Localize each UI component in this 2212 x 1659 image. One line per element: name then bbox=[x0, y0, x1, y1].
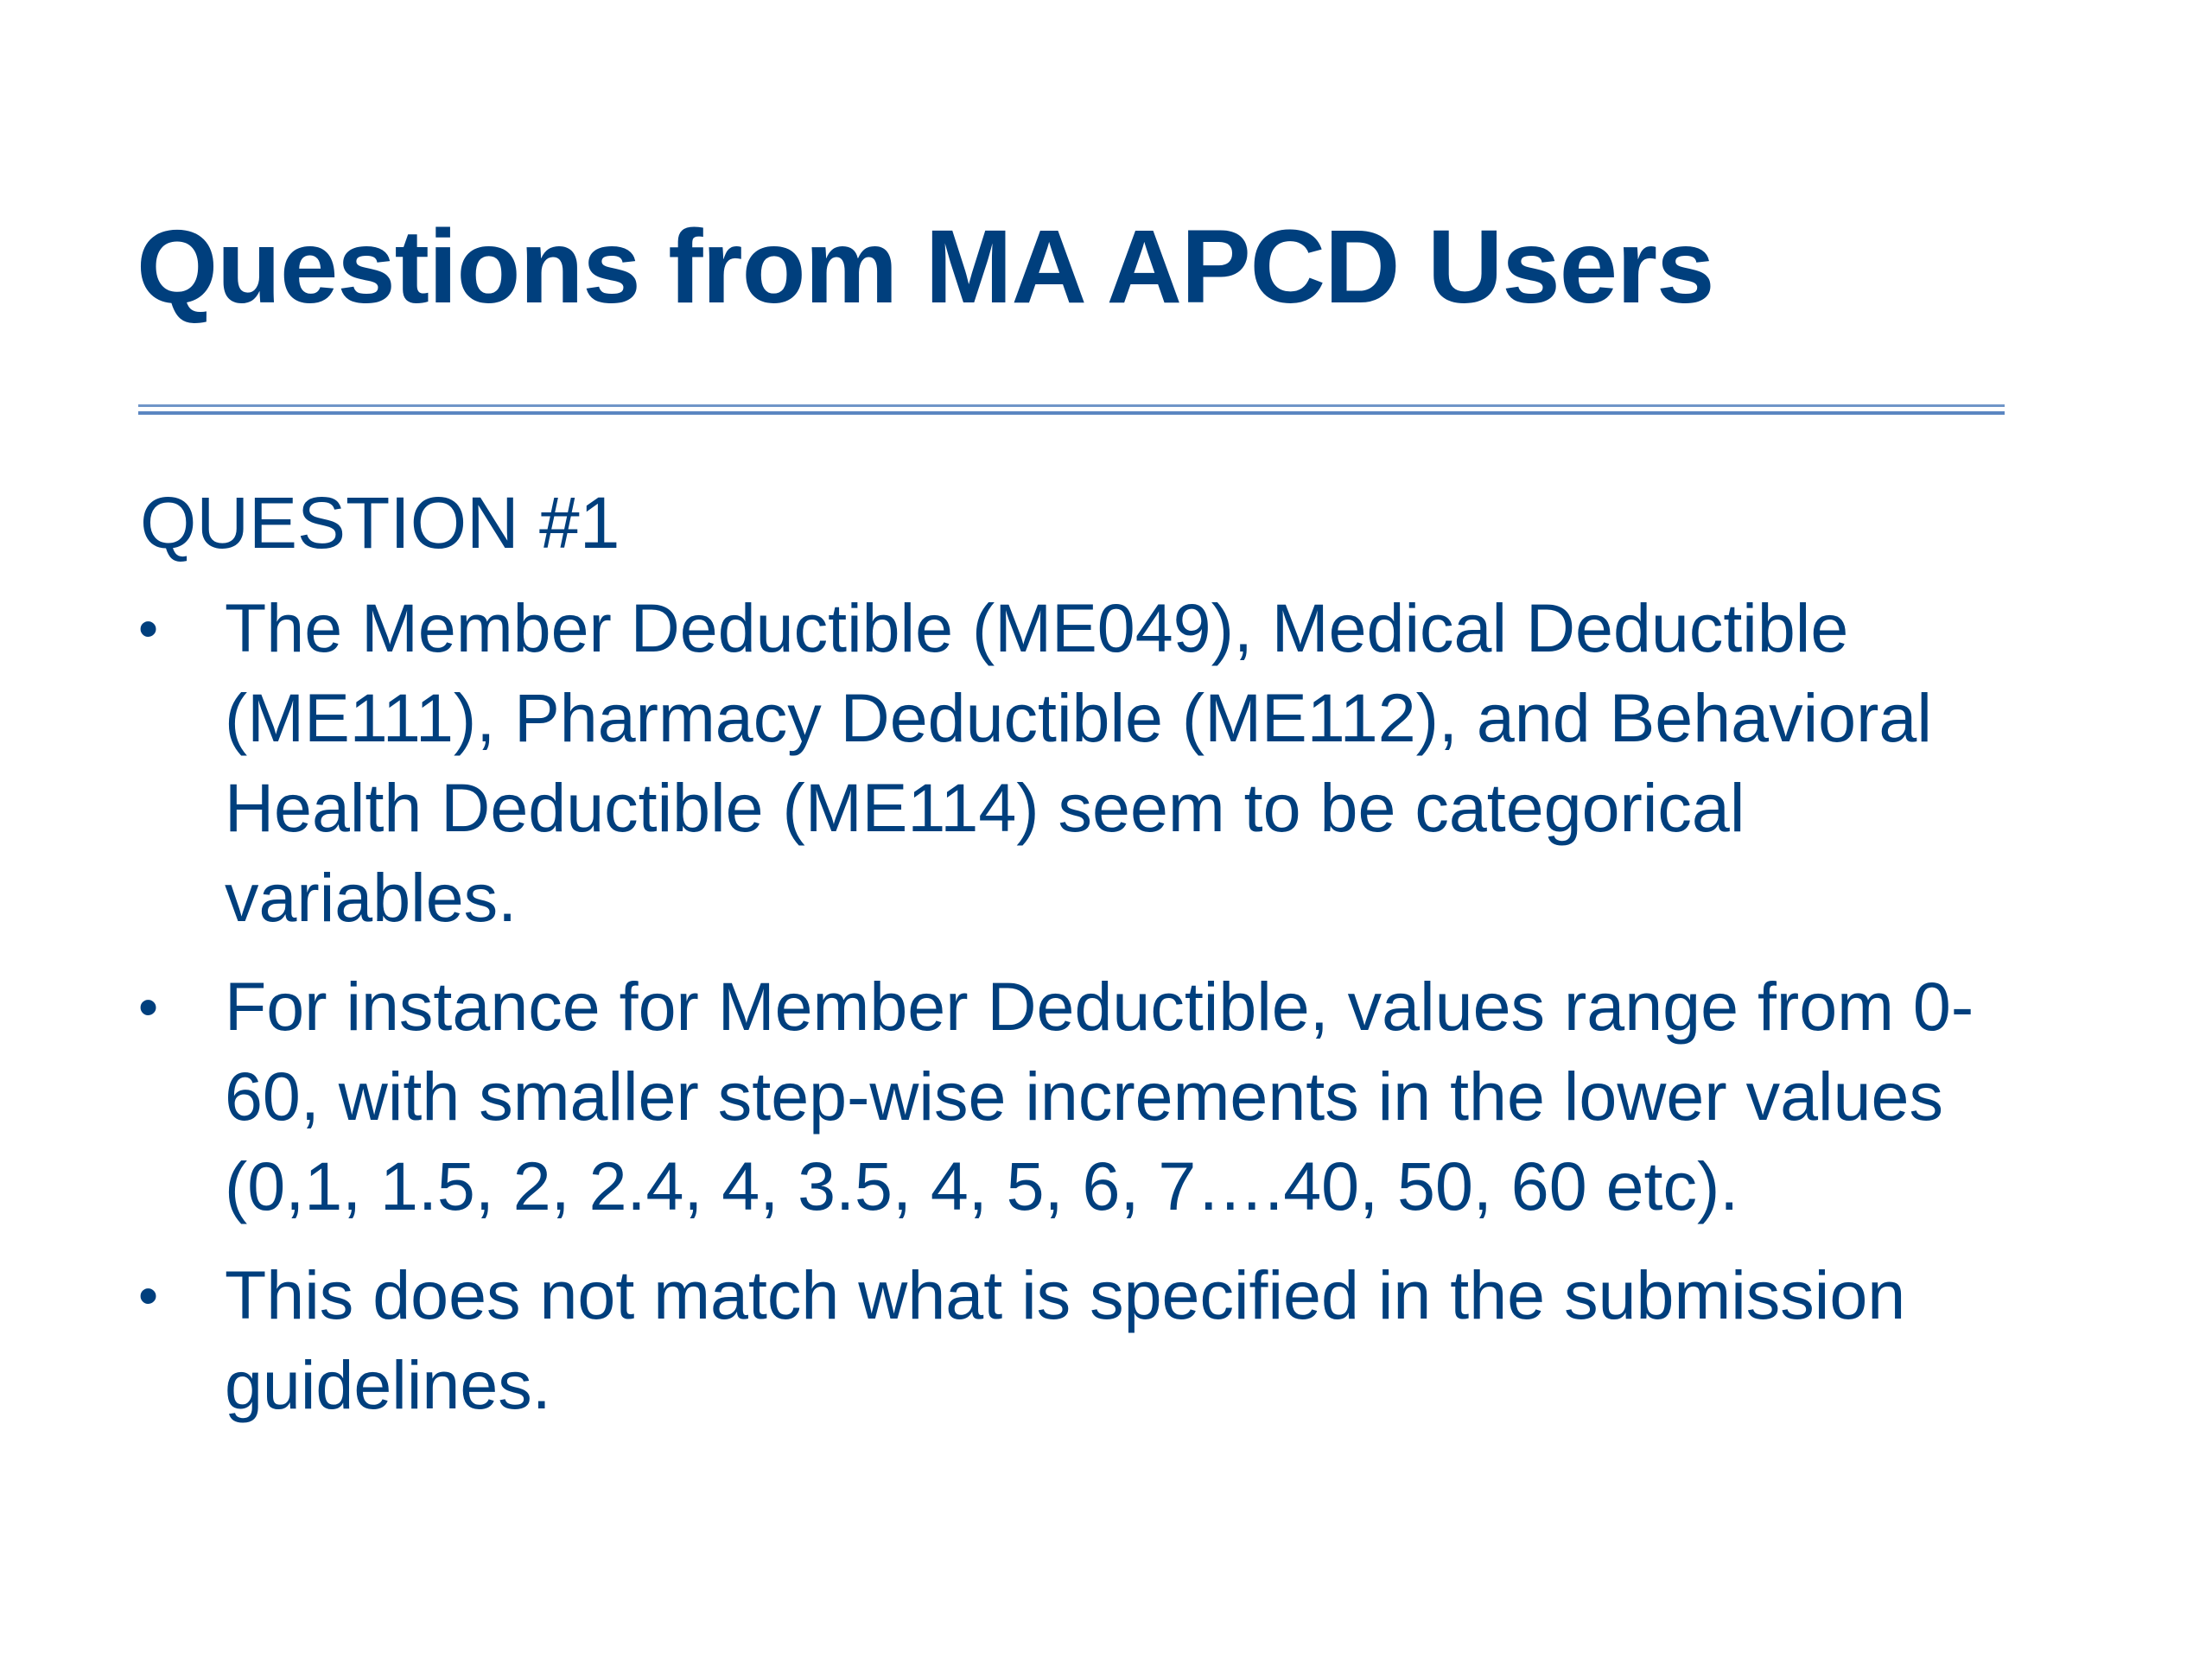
section-heading: QUESTION #1 bbox=[140, 482, 620, 563]
bullet-line: (ME111), Pharmacy Deductible (ME112), and Behavioral bbox=[225, 679, 1932, 756]
bullet-text bbox=[225, 1250, 2152, 1430]
bullet-item-1 bbox=[138, 583, 2152, 943]
bullet-item-3 bbox=[138, 1250, 2152, 1430]
bullet-line: For instance for Member Deductible, values range from 0- bbox=[225, 968, 1974, 1045]
title-divider bbox=[138, 404, 2005, 416]
divider-line-bottom bbox=[138, 411, 2005, 415]
bullet-icon: • bbox=[138, 975, 159, 1039]
bullet-item-2 bbox=[138, 962, 2152, 1231]
bullet-line: This does not match what is specified in the submission bbox=[225, 1256, 1906, 1333]
bullet-icon: • bbox=[138, 596, 159, 660]
bullet-icon: • bbox=[138, 1263, 159, 1327]
bullet-line: (0,1, 1.5, 2, 2.4, 4, 3.5, 4, 5, 6, 7….40, 50, 60 etc). bbox=[225, 1147, 1739, 1224]
slide-title: Questions from MA APCD Users bbox=[137, 207, 1714, 325]
bullet-text bbox=[225, 583, 2152, 943]
divider-line-top bbox=[138, 404, 2005, 407]
bullet-line: variables. bbox=[225, 859, 518, 936]
bullet-line: 60, with smaller step-wise increments in the lower values bbox=[225, 1058, 1943, 1135]
bullet-text bbox=[225, 962, 2152, 1231]
bullet-line: The Member Deductible (ME049), Medical Deductible bbox=[225, 589, 1849, 666]
bullet-list bbox=[138, 583, 2152, 1449]
bullet-line: guidelines. bbox=[225, 1346, 551, 1423]
bullet-line: Health Deductible (ME114) seem to be categorical bbox=[225, 769, 1745, 846]
